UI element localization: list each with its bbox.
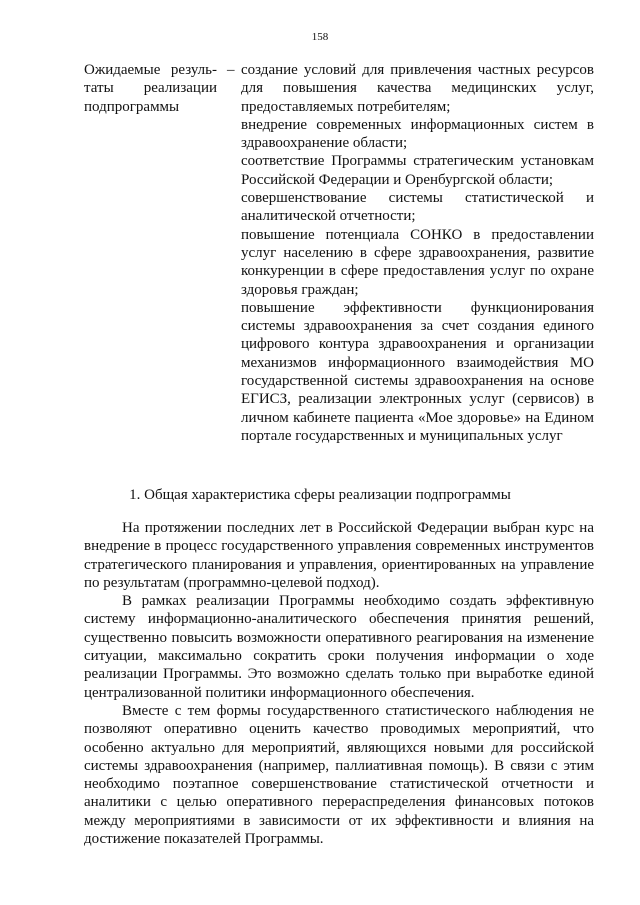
expected-result-item: внедрение современных информационных систем в здравоохранение области; bbox=[241, 116, 594, 152]
section-heading: 1. Общая характеристика сферы реализации подпрограммы bbox=[129, 487, 511, 503]
expected-result-item: повышение потенциала СОНКО в предоставлении услуг населению в сфере здравоохранения, развитие конкуренции в сфере предоставления услуг по охране здоровья граждан; bbox=[241, 226, 594, 298]
expected-results-label: Ожидаемые резуль-таты реализации подпрограммы bbox=[84, 62, 217, 115]
expected-result-item: соответствие Программы стратегическим установкам Российской Федерации и Оренбургской области; bbox=[241, 153, 594, 188]
expected-results-list bbox=[241, 61, 594, 445]
expected-result-item: повышение эффективности функционирования системы здравоохранения за счет создания единого цифрового контура здравоохранения и организации механизмов информационного взаимодействия МО государственной системы здравоохранения на основе ЕГИСЗ, реализации электронных услуг (сервисов) в личном кабинете пациента «Мое здоровье» на Едином портале государственных и муниципальных услуг bbox=[241, 299, 594, 444]
body-paragraph: На протяжении последних лет в Российской Федерации выбран курс на внедрение в процесс государственного управления современных инструментов стратегического планирования и управления, ориентированных на управление по результатам (программно-целевой подход). bbox=[84, 520, 594, 591]
body-paragraph: Вместе с тем формы государственного статистического наблюдения не позволяют оперативно оценить качество проводимых мероприятий, что особенно актуально для мероприятий, являющихся новыми для российской системы здравоохранения (например, паллиативная помощь). В связи с этим необходимо поэтапное совершенствование статистической отчетности и аналитики с целью оперативного перераспределения финансовых потоков между мероприятиями в зависимости от их эффективности и влияния на достижение показателей Программы. bbox=[84, 702, 594, 848]
expected-results-dash: – bbox=[227, 62, 235, 78]
body-paragraph: В рамках реализации Программы необходимо создать эффективную систему информационно-аналитического обеспечения принятия решений, существенно повысить возможности оперативного реагирования на изменение ситуации, максимально сократить сроки получения информации о ходе реализации Программы. Это возможно сделать только при выработке единой централизованной политики информационного обеспечения. bbox=[84, 593, 594, 701]
expected-result-item: создание условий для привлечения частных ресурсов для повышения качества медицинских услуг, предоставляемых потребителям; bbox=[241, 62, 594, 115]
page-number: 158 bbox=[311, 31, 329, 43]
expected-result-item: совершенствование системы статистической и аналитической отчетности; bbox=[241, 190, 594, 225]
body-text bbox=[84, 519, 594, 848]
